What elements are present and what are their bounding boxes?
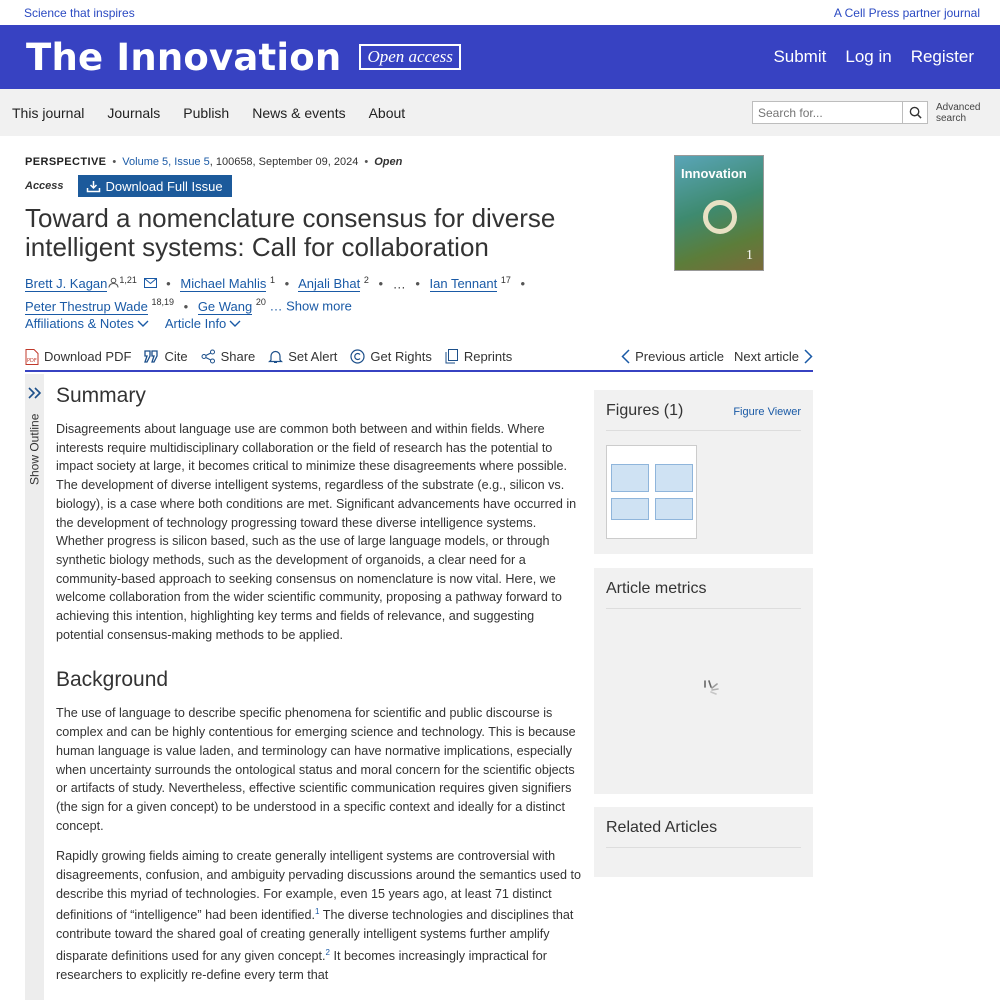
nav-publish[interactable]: Publish xyxy=(183,104,230,121)
divider xyxy=(606,847,801,848)
document-copy-icon xyxy=(445,349,459,364)
download-full-issue-button[interactable] xyxy=(78,175,232,197)
chevron-right-icon xyxy=(804,349,813,364)
submit-link[interactable]: Submit xyxy=(773,47,827,66)
share-label: Share xyxy=(220,349,256,364)
background-heading: Background xyxy=(56,668,169,692)
reprints-label: Reprints xyxy=(463,349,513,364)
svg-text:PDF: PDF xyxy=(27,357,37,364)
article-title: Toward a nomenclature consensus for diverse intelligent systems: Call for collaboration xyxy=(25,203,556,262)
nav-news-events[interactable]: News & events xyxy=(252,104,346,121)
top-strip xyxy=(0,0,1000,25)
chevron-down-icon xyxy=(229,320,241,328)
set-alert-button[interactable] xyxy=(268,349,337,364)
quote-icon xyxy=(144,350,159,363)
article-metrics-heading: Article metrics xyxy=(606,580,707,597)
volume-issue-link[interactable]: Volume 5, Issue 5 xyxy=(122,156,210,168)
divider xyxy=(606,608,801,609)
article-body xyxy=(56,380,582,985)
paragraph-text: The diverse technologies and disciplines that contribute toward the shared goal of creating generally intelligent systems further amplify disparate definitions used for any given concept. xyxy=(56,908,574,964)
author-affiliation-sup: 1,21 xyxy=(119,275,137,285)
set-alert-label: Set Alert xyxy=(288,349,338,364)
paragraph-text: It becomes increasingly impractical for researchers to explicitly re-define every term that xyxy=(56,949,547,982)
author-affiliation-sup: 18,19 xyxy=(151,297,174,308)
reprints-button[interactable] xyxy=(445,349,512,364)
main-nav xyxy=(0,89,1000,136)
double-chevron-right-icon xyxy=(27,387,42,399)
background-paragraph xyxy=(56,847,582,984)
advanced-search-link[interactable]: Advanced search xyxy=(936,101,981,124)
get-rights-label: Get Rights xyxy=(370,349,432,364)
article-info-label: Article Info xyxy=(164,316,227,331)
nav-journals[interactable]: Journals xyxy=(107,104,161,121)
article-meta: PERSPECTIVE • Volume 5, Issue 5, 100658, September 09, 2024 • Open xyxy=(25,156,403,168)
loading-spinner-icon xyxy=(702,678,722,698)
author-link[interactable]: Brett J. Kagan xyxy=(25,276,108,292)
article-metrics-panel xyxy=(594,568,813,794)
author-link[interactable]: Ge Wang xyxy=(197,298,253,314)
article-meta-row2 xyxy=(25,175,232,197)
open-access-label: Open xyxy=(374,156,403,168)
bell-icon xyxy=(268,349,283,364)
reference-link[interactable]: 1 xyxy=(315,907,320,917)
get-rights-button[interactable] xyxy=(350,349,431,364)
download-pdf-label: Download PDF xyxy=(44,349,132,364)
affiliations-label: Affiliations & Notes xyxy=(25,316,134,331)
search-icon xyxy=(909,106,922,119)
background-paragraph: The use of language to describe specific phenomena for scientific and public discourse is complex and can be highly contentious for emerging science and technology. This is because human language is value laden, and terminology can have normative implications, especially when uncertainty surrounds the ontological status and moral concern for the scientific objects or artifacts of study. Nevertheless, effective scientific communication requires given signifiers (the sign for a given concept) to be understood in a specific context and ideally for a distinct concept. xyxy=(56,706,576,833)
figure-thumbnail[interactable] xyxy=(606,445,697,539)
previous-article-label: Previous article xyxy=(635,349,724,364)
chevron-down-icon xyxy=(137,320,149,328)
article-pagination xyxy=(621,349,813,364)
share-icon xyxy=(201,349,216,364)
access-label: Access xyxy=(25,180,64,192)
account-links xyxy=(773,47,974,67)
outline-sidebar[interactable] xyxy=(25,374,44,1000)
chevron-left-icon xyxy=(621,349,630,364)
search-input[interactable] xyxy=(752,101,902,124)
show-outline-label[interactable]: Show Outline xyxy=(27,413,42,485)
paragraph-text: Rapidly growing fields aiming to create generally intelligent systems are controversial with disagreements, confusion, and ambiguity pervading discussions around the semantics used to describe this myriad of technologies. For example, even 15 years ago, at least 71 distinct definitions of “intelligence” had been identified. xyxy=(56,849,582,923)
article-info-toggle[interactable] xyxy=(165,316,241,331)
figure-viewer-link[interactable]: Figure Viewer xyxy=(733,406,801,418)
download-pdf-button[interactable] xyxy=(25,349,131,365)
divider xyxy=(606,430,801,431)
nav-about[interactable]: About xyxy=(368,104,406,121)
cover-number: 1 xyxy=(746,248,753,263)
download-full-issue-label: Download Full Issue xyxy=(105,178,223,194)
article-info-toggles xyxy=(25,316,241,331)
share-button[interactable] xyxy=(201,349,256,364)
partner-link[interactable]: A Cell Press partner journal xyxy=(833,5,980,20)
author-affiliation-sup: 2 xyxy=(363,275,369,285)
authors-ellipsis: … xyxy=(392,276,406,292)
download-icon xyxy=(86,180,101,193)
cite-label: Cite xyxy=(164,349,188,364)
email-icon xyxy=(144,278,157,288)
reference-link[interactable]: 2 xyxy=(325,948,330,958)
related-articles-panel xyxy=(594,807,813,877)
author-affiliation-sup: 20 xyxy=(255,297,266,308)
copyright-icon xyxy=(350,349,365,364)
show-more-authors-link[interactable]: … Show more xyxy=(269,298,352,314)
article-type: PERSPECTIVE xyxy=(25,156,107,168)
next-article-label: Next article xyxy=(733,349,799,364)
person-icon xyxy=(108,277,119,288)
cite-button[interactable] xyxy=(144,349,187,364)
cover-ring-graphic xyxy=(703,200,737,234)
figures-heading: Figures (1) xyxy=(606,402,684,419)
search-button[interactable] xyxy=(902,101,928,124)
author-link[interactable]: Ian Tennant xyxy=(429,276,498,292)
tagline-link[interactable]: Science that inspires xyxy=(24,5,135,20)
author-link[interactable]: Michael Mahlis xyxy=(180,276,267,292)
author-affiliation-sup: 1 xyxy=(269,275,275,285)
author-list: Brett J. Kagan $^{1,21}$ • Michael Mahlis $^1$ • Anjali Bhat $^2$ • … • Ian Tennant $^{17}$ • Peter Thestrup Wade $^{18,19}$ • Ge Wang $^{20}$ … Show more xyxy=(25,275,526,314)
summary-heading: Summary xyxy=(56,384,146,407)
article-toolbar xyxy=(25,343,813,372)
related-articles-heading: Related Articles xyxy=(606,819,718,836)
affiliations-toggle[interactable] xyxy=(25,316,149,331)
search-bar xyxy=(752,101,988,124)
pdf-icon xyxy=(25,349,39,365)
register-link[interactable]: Register xyxy=(910,47,974,66)
author-affiliation-sup: 17 xyxy=(500,275,511,285)
figures-panel xyxy=(594,390,813,554)
author-link[interactable]: Peter Thestrup Wade xyxy=(25,298,148,314)
open-access-badge: Open access xyxy=(359,44,460,70)
journal-banner xyxy=(0,25,1000,89)
cover-title: Innovation xyxy=(681,166,747,181)
nav-this-journal[interactable]: This journal xyxy=(12,104,85,121)
login-link[interactable]: Log in xyxy=(845,47,892,66)
previous-article-link[interactable] xyxy=(621,349,724,364)
author-link[interactable]: Anjali Bhat xyxy=(298,276,361,292)
next-article-link[interactable] xyxy=(734,349,813,364)
journal-logo[interactable]: The Innovation xyxy=(26,35,342,79)
article-id-date: , 100658, September 09, 2024 xyxy=(209,156,359,168)
journal-cover-image[interactable] xyxy=(674,155,764,271)
summary-text: Disagreements about language use are common both between and within fields. Where interests require multidisciplinary collaboration or the field of research has the potential to impact society at large, it becomes critical to minimize these disagreements where possible. The development of diverse intelligent systems, regardless of the substrate (e.g., silicon vs. biology), is a case where both conditions are met. Significant advancements have occurred in the development of technology progressing toward these diverse intelligence systems. Whether progress is silicon based, such as the use of large language models, or through synthetic biology methods, such as the development of organoids, a clear need for a community-based approach to seeking consensus on nomenclature is now vital. Here, we welcome collaboration from the wider scientific community, proposing a pathway forward to achieving this intention, highlighting key terms and fields of relevance, and suggesting potential consensus-making methods to be applied. xyxy=(56,422,577,642)
